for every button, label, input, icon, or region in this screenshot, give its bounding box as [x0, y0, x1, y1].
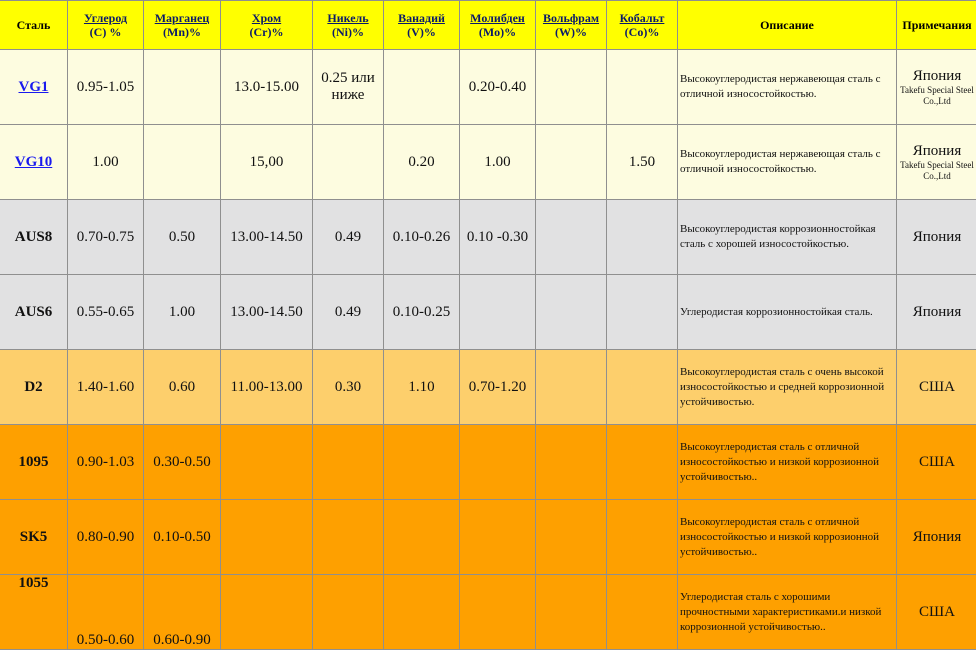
carbon-cell: 0.95-1.05 — [68, 50, 144, 125]
molybdenum-cell: 0.70-1.20 — [460, 350, 536, 425]
manganese-cell — [144, 125, 221, 200]
tungsten-cell — [536, 575, 607, 650]
description-cell: Высокоуглеродистая сталь с очень высокой износостойкостью и средней коррозионной устойчивостью. — [678, 350, 897, 425]
header-tungsten[interactable]: Вольфрам (W)% — [536, 1, 607, 50]
notes-cell: Япония — [897, 275, 976, 350]
carbon-cell: 0.50-0.60 — [68, 575, 144, 650]
vanadium-cell: 0.20 — [384, 125, 460, 200]
description-cell: Высокоуглеродистая сталь с отличной износостойкостью и низкой коррозионной устойчивостью.. — [678, 425, 897, 500]
notes-cell — [897, 125, 976, 200]
cobalt-cell — [607, 575, 678, 650]
nickel-cell: 0.49 — [313, 200, 384, 275]
manganese-cell: 0.10-0.50 — [144, 500, 221, 575]
steel-name-cell: AUS6 — [0, 275, 68, 350]
nickel-cell — [313, 575, 384, 650]
cobalt-cell — [607, 350, 678, 425]
table-row-sk5 — [0, 500, 976, 575]
header-carbon[interactable]: Углерод (C) % — [68, 1, 144, 50]
header-steel: Сталь — [0, 1, 68, 50]
molybdenum-cell: 0.20-0.40 — [460, 50, 536, 125]
steel-name-cell: D2 — [0, 350, 68, 425]
carbon-cell: 1.00 — [68, 125, 144, 200]
nickel-cell — [313, 125, 384, 200]
chromium-cell: 13.00-14.50 — [221, 200, 313, 275]
manganese-cell — [144, 50, 221, 125]
header-notes: Примечания — [897, 1, 976, 50]
notes-cell: США — [897, 425, 976, 500]
vanadium-cell — [384, 425, 460, 500]
cobalt-cell — [607, 200, 678, 275]
molybdenum-cell: 0.10 -0.30 — [460, 200, 536, 275]
tungsten-cell — [536, 275, 607, 350]
nickel-cell: 0.25 или ниже — [313, 50, 384, 125]
tungsten-cell — [536, 425, 607, 500]
header-row — [0, 1, 976, 50]
steel-name-cell — [0, 50, 68, 125]
carbon-cell: 0.55-0.65 — [68, 275, 144, 350]
steel-link-vg10[interactable]: VG10 — [14, 153, 53, 170]
molybdenum-cell — [460, 275, 536, 350]
cobalt-cell — [607, 275, 678, 350]
nickel-cell: 0.49 — [313, 275, 384, 350]
note-country: Япония — [912, 67, 962, 84]
header-description: Описание — [678, 1, 897, 50]
vanadium-cell — [384, 50, 460, 125]
table-row-aus6 — [0, 275, 976, 350]
notes-cell — [897, 50, 976, 125]
manganese-cell: 0.60 — [144, 350, 221, 425]
manganese-cell: 0.30-0.50 — [144, 425, 221, 500]
chromium-cell — [221, 500, 313, 575]
table-row-d2 — [0, 350, 976, 425]
note-manufacturer: Takefu Special Steel Co.,Ltd — [900, 159, 974, 181]
molybdenum-cell — [460, 575, 536, 650]
header-cobalt[interactable]: Кобальт (Co)% — [607, 1, 678, 50]
vanadium-cell — [384, 575, 460, 650]
tungsten-cell — [536, 350, 607, 425]
manganese-cell: 1.00 — [144, 275, 221, 350]
table-row-vg10 — [0, 125, 976, 200]
molybdenum-cell — [460, 425, 536, 500]
manganese-cell: 0.50 — [144, 200, 221, 275]
steel-link-vg1[interactable]: VG1 — [18, 78, 49, 95]
header-manganese[interactable]: Марганец (Mn)% — [144, 1, 221, 50]
steel-name-cell: AUS8 — [0, 200, 68, 275]
header-molybdenum[interactable]: Молибден (Mo)% — [460, 1, 536, 50]
description-cell: Углеродистая сталь с хорошими прочностными характеристиками.и низкой коррозионной устойчивостью.. — [678, 575, 897, 650]
steel-name-cell — [0, 125, 68, 200]
steel-name-cell: 1055 — [0, 575, 68, 650]
chromium-cell: 11.00-13.00 — [221, 350, 313, 425]
carbon-cell: 0.80-0.90 — [68, 500, 144, 575]
molybdenum-cell — [460, 500, 536, 575]
vanadium-cell: 0.10-0.25 — [384, 275, 460, 350]
table-row-vg1 — [0, 50, 976, 125]
nickel-cell: 0.30 — [313, 350, 384, 425]
note-manufacturer: Takefu Special Steel Co.,Ltd — [900, 84, 974, 106]
nickel-cell — [313, 425, 384, 500]
tungsten-cell — [536, 200, 607, 275]
cobalt-cell: 1.50 — [607, 125, 678, 200]
header-nickel[interactable]: Никель (Ni)% — [313, 1, 384, 50]
table-row-1055 — [0, 575, 976, 650]
manganese-cell: 0.60-0.90 — [144, 575, 221, 650]
steel-name-cell: 1095 — [0, 425, 68, 500]
carbon-cell: 0.90-1.03 — [68, 425, 144, 500]
description-cell: Углеродистая коррозионностойкая сталь. — [678, 275, 897, 350]
chromium-cell — [221, 425, 313, 500]
chromium-cell: 15,00 — [221, 125, 313, 200]
chromium-cell: 13.0-15.00 — [221, 50, 313, 125]
description-cell: Высокоуглеродистая сталь с отличной износостойкостью и низкой коррозионной устойчивостью.. — [678, 500, 897, 575]
tungsten-cell — [536, 50, 607, 125]
header-chromium[interactable]: Хром (Cr)% — [221, 1, 313, 50]
nickel-cell — [313, 500, 384, 575]
chromium-cell: 13.00-14.50 — [221, 275, 313, 350]
molybdenum-cell: 1.00 — [460, 125, 536, 200]
chromium-cell — [221, 575, 313, 650]
description-cell: Высокоуглеродистая нержавеющая сталь с отличной износостойкостью. — [678, 50, 897, 125]
header-vanadium[interactable]: Ванадий (V)% — [384, 1, 460, 50]
tungsten-cell — [536, 125, 607, 200]
vanadium-cell: 0.10-0.26 — [384, 200, 460, 275]
note-country: Япония — [912, 142, 962, 159]
tungsten-cell — [536, 500, 607, 575]
carbon-cell: 1.40-1.60 — [68, 350, 144, 425]
steel-name-cell: SK5 — [0, 500, 68, 575]
notes-cell: США — [897, 575, 976, 650]
cobalt-cell — [607, 500, 678, 575]
vanadium-cell: 1.10 — [384, 350, 460, 425]
description-cell: Высокоуглеродистая коррозионностойкая сталь с хорошей износостойкостью. — [678, 200, 897, 275]
notes-cell: Япония — [897, 200, 976, 275]
notes-cell: США — [897, 350, 976, 425]
notes-cell: Япония — [897, 500, 976, 575]
table-row-aus8 — [0, 200, 976, 275]
carbon-cell: 0.70-0.75 — [68, 200, 144, 275]
table-row-1095 — [0, 425, 976, 500]
cobalt-cell — [607, 425, 678, 500]
vanadium-cell — [384, 500, 460, 575]
description-cell: Высокоуглеродистая нержавеющая сталь с отличной износостойкостью. — [678, 125, 897, 200]
cobalt-cell — [607, 50, 678, 125]
